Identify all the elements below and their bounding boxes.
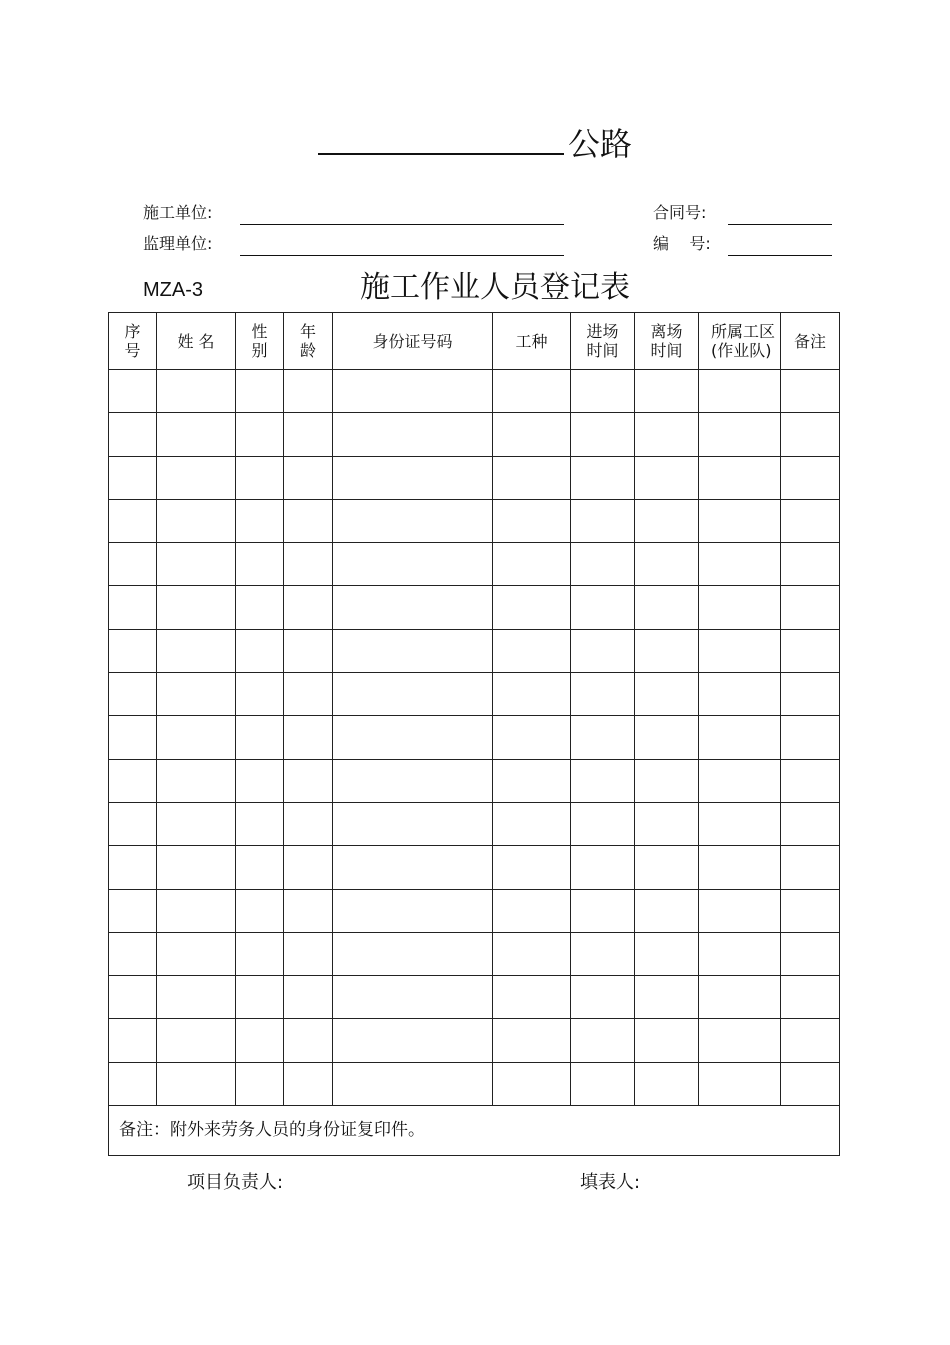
registration-table bbox=[108, 312, 840, 1156]
construction-unit-label: 施工单位: bbox=[143, 203, 213, 222]
table-cell[interactable] bbox=[635, 543, 699, 586]
table-cell[interactable] bbox=[699, 370, 781, 413]
table-cell[interactable] bbox=[781, 370, 840, 413]
table-cell[interactable] bbox=[157, 846, 236, 889]
table-row bbox=[109, 846, 840, 889]
table-cell[interactable] bbox=[157, 716, 236, 759]
table-cell[interactable] bbox=[157, 976, 236, 1019]
table-cell[interactable] bbox=[109, 586, 157, 629]
col-header-gender: 性 别 bbox=[236, 313, 284, 370]
table-cell[interactable] bbox=[333, 716, 493, 759]
table-cell[interactable] bbox=[493, 586, 571, 629]
col-header-id-number: 身份证号码 bbox=[333, 313, 493, 370]
supervision-unit-field[interactable] bbox=[240, 255, 564, 256]
table-cell[interactable] bbox=[333, 802, 493, 845]
table-cell[interactable] bbox=[109, 456, 157, 499]
table-cell[interactable] bbox=[699, 889, 781, 932]
table-cell[interactable] bbox=[236, 802, 284, 845]
table-cell[interactable] bbox=[635, 629, 699, 672]
table-cell[interactable] bbox=[571, 716, 635, 759]
table-cell[interactable] bbox=[571, 629, 635, 672]
table-cell[interactable] bbox=[284, 802, 333, 845]
table-cell[interactable] bbox=[284, 759, 333, 802]
col-header-trade: 工种 bbox=[493, 313, 571, 370]
table-cell[interactable] bbox=[284, 586, 333, 629]
table-cell[interactable] bbox=[236, 629, 284, 672]
table-cell[interactable] bbox=[571, 370, 635, 413]
table-cell[interactable] bbox=[635, 413, 699, 456]
table-cell[interactable] bbox=[333, 1062, 493, 1105]
table-cell[interactable] bbox=[571, 976, 635, 1019]
table-cell[interactable] bbox=[236, 932, 284, 975]
table-cell[interactable] bbox=[284, 629, 333, 672]
table-cell[interactable] bbox=[699, 802, 781, 845]
table-cell[interactable] bbox=[493, 456, 571, 499]
table-cell[interactable] bbox=[109, 370, 157, 413]
table-cell[interactable] bbox=[781, 1019, 840, 1062]
table-row bbox=[109, 370, 840, 413]
form-filler-label: 填表人: bbox=[580, 1172, 641, 1193]
table-cell[interactable] bbox=[109, 846, 157, 889]
table-cell[interactable] bbox=[157, 586, 236, 629]
table-note-row bbox=[109, 1106, 840, 1156]
table-cell[interactable] bbox=[699, 1019, 781, 1062]
table-cell[interactable] bbox=[284, 1019, 333, 1062]
table-cell[interactable] bbox=[571, 802, 635, 845]
title-blank-line bbox=[318, 125, 564, 155]
table-cell[interactable] bbox=[236, 499, 284, 542]
col-header-seq: 序 号 bbox=[109, 313, 157, 370]
table-cell[interactable] bbox=[571, 586, 635, 629]
contract-no-label: 合同号: bbox=[653, 203, 707, 222]
table-header-row bbox=[109, 313, 840, 370]
table-cell[interactable] bbox=[699, 976, 781, 1019]
table-cell[interactable] bbox=[157, 499, 236, 542]
table-row bbox=[109, 413, 840, 456]
table-cell[interactable] bbox=[493, 370, 571, 413]
table-cell[interactable] bbox=[157, 673, 236, 716]
table-row bbox=[109, 976, 840, 1019]
table-cell[interactable] bbox=[635, 499, 699, 542]
supervision-unit-label: 监理单位: bbox=[143, 234, 213, 253]
table-cell[interactable] bbox=[699, 673, 781, 716]
table-cell[interactable] bbox=[236, 586, 284, 629]
table-cell[interactable] bbox=[284, 932, 333, 975]
table-cell[interactable] bbox=[284, 543, 333, 586]
table-row bbox=[109, 673, 840, 716]
table-cell[interactable] bbox=[109, 1019, 157, 1062]
table-cell[interactable] bbox=[284, 716, 333, 759]
col-header-work-area: 所属工区 (作业队) bbox=[699, 313, 781, 370]
table-cell[interactable] bbox=[493, 759, 571, 802]
table-cell[interactable] bbox=[781, 629, 840, 672]
construction-unit-field[interactable] bbox=[240, 224, 564, 225]
table-cell[interactable] bbox=[333, 846, 493, 889]
project-manager-label: 项目负责人: bbox=[187, 1172, 284, 1193]
table-cell[interactable] bbox=[699, 1062, 781, 1105]
table-row bbox=[109, 1062, 840, 1105]
table-cell[interactable] bbox=[635, 846, 699, 889]
table-cell[interactable] bbox=[571, 543, 635, 586]
table-cell[interactable] bbox=[699, 759, 781, 802]
table-cell[interactable] bbox=[493, 673, 571, 716]
table-cell[interactable] bbox=[699, 716, 781, 759]
table-cell[interactable] bbox=[571, 673, 635, 716]
table-note: 备注：附外来劳务人员的身份证复印件。 bbox=[109, 1106, 840, 1156]
table-row bbox=[109, 759, 840, 802]
table-cell[interactable] bbox=[157, 802, 236, 845]
table-cell[interactable] bbox=[236, 976, 284, 1019]
table-row bbox=[109, 499, 840, 542]
table-cell[interactable] bbox=[109, 716, 157, 759]
table-cell[interactable] bbox=[699, 932, 781, 975]
table-cell[interactable] bbox=[333, 1019, 493, 1062]
table-cell[interactable] bbox=[284, 456, 333, 499]
col-header-name: 姓 名 bbox=[157, 313, 236, 370]
table-cell[interactable] bbox=[109, 673, 157, 716]
table-cell[interactable] bbox=[493, 846, 571, 889]
col-header-age: 年 龄 bbox=[284, 313, 333, 370]
table-cell[interactable] bbox=[109, 802, 157, 845]
table-cell[interactable] bbox=[333, 456, 493, 499]
table-cell[interactable] bbox=[157, 370, 236, 413]
table-row bbox=[109, 889, 840, 932]
table-cell[interactable] bbox=[781, 802, 840, 845]
table-cell[interactable] bbox=[781, 976, 840, 1019]
table-cell[interactable] bbox=[493, 543, 571, 586]
table-cell[interactable] bbox=[571, 413, 635, 456]
table-cell[interactable] bbox=[109, 413, 157, 456]
table-cell[interactable] bbox=[284, 846, 333, 889]
table-cell[interactable] bbox=[333, 976, 493, 1019]
table-cell[interactable] bbox=[157, 1062, 236, 1105]
table-cell[interactable] bbox=[781, 499, 840, 542]
form-title: 施工作业人员登记表 bbox=[360, 270, 630, 305]
table-cell[interactable] bbox=[284, 370, 333, 413]
table-cell[interactable] bbox=[493, 802, 571, 845]
table-cell[interactable] bbox=[493, 716, 571, 759]
table-cell[interactable] bbox=[493, 976, 571, 1019]
table-cell[interactable] bbox=[493, 499, 571, 542]
table-cell[interactable] bbox=[333, 889, 493, 932]
table-cell[interactable] bbox=[571, 846, 635, 889]
table-cell[interactable] bbox=[333, 673, 493, 716]
table-cell[interactable] bbox=[571, 1062, 635, 1105]
table-cell[interactable] bbox=[284, 673, 333, 716]
table-cell[interactable] bbox=[571, 889, 635, 932]
table-cell[interactable] bbox=[109, 759, 157, 802]
table-row bbox=[109, 1019, 840, 1062]
table-cell[interactable] bbox=[333, 543, 493, 586]
table-row bbox=[109, 543, 840, 586]
table-cell[interactable] bbox=[781, 716, 840, 759]
table-cell[interactable] bbox=[157, 413, 236, 456]
table-row bbox=[109, 932, 840, 975]
table-cell[interactable] bbox=[493, 413, 571, 456]
table-cell[interactable] bbox=[635, 1062, 699, 1105]
table-cell[interactable] bbox=[493, 629, 571, 672]
table-cell[interactable] bbox=[109, 499, 157, 542]
table-cell[interactable] bbox=[635, 976, 699, 1019]
table-cell[interactable] bbox=[236, 543, 284, 586]
table-cell[interactable] bbox=[157, 629, 236, 672]
table-cell[interactable] bbox=[236, 846, 284, 889]
table-cell[interactable] bbox=[635, 889, 699, 932]
table-cell[interactable] bbox=[333, 413, 493, 456]
table-cell[interactable] bbox=[699, 456, 781, 499]
table-cell[interactable] bbox=[635, 932, 699, 975]
document-title bbox=[0, 124, 950, 164]
table-cell[interactable] bbox=[333, 759, 493, 802]
table-cell[interactable] bbox=[635, 370, 699, 413]
table-cell[interactable] bbox=[284, 413, 333, 456]
title-suffix: 公路 bbox=[567, 125, 632, 163]
table-cell[interactable] bbox=[236, 1062, 284, 1105]
table-cell[interactable] bbox=[333, 499, 493, 542]
table-cell[interactable] bbox=[781, 543, 840, 586]
table-cell[interactable] bbox=[699, 629, 781, 672]
table-cell[interactable] bbox=[571, 499, 635, 542]
table-cell[interactable] bbox=[236, 456, 284, 499]
table-row bbox=[109, 802, 840, 845]
table-cell[interactable] bbox=[493, 889, 571, 932]
table-cell[interactable] bbox=[699, 586, 781, 629]
table-cell[interactable] bbox=[781, 846, 840, 889]
table-cell[interactable] bbox=[157, 889, 236, 932]
table-cell[interactable] bbox=[284, 889, 333, 932]
table-cell[interactable] bbox=[333, 629, 493, 672]
serial-no-label: 编 号: bbox=[653, 234, 711, 253]
table-cell[interactable] bbox=[236, 413, 284, 456]
table-cell[interactable] bbox=[781, 586, 840, 629]
table-cell[interactable] bbox=[571, 759, 635, 802]
table-cell[interactable] bbox=[333, 932, 493, 975]
table-cell[interactable] bbox=[109, 1062, 157, 1105]
table-cell[interactable] bbox=[284, 499, 333, 542]
table-cell[interactable] bbox=[333, 370, 493, 413]
table-cell[interactable] bbox=[109, 976, 157, 1019]
table-row bbox=[109, 456, 840, 499]
table-cell[interactable] bbox=[699, 543, 781, 586]
table-cell[interactable] bbox=[781, 889, 840, 932]
table-cell[interactable] bbox=[699, 499, 781, 542]
table-cell[interactable] bbox=[236, 759, 284, 802]
col-header-exit-time: 离场 时间 bbox=[635, 313, 699, 370]
table-cell[interactable] bbox=[284, 1062, 333, 1105]
table-cell[interactable] bbox=[236, 889, 284, 932]
table-cell[interactable] bbox=[109, 543, 157, 586]
table-cell[interactable] bbox=[236, 1019, 284, 1062]
table-cell[interactable] bbox=[699, 846, 781, 889]
table-cell[interactable] bbox=[109, 932, 157, 975]
table-cell[interactable] bbox=[157, 456, 236, 499]
col-header-entry-time: 进场 时间 bbox=[571, 313, 635, 370]
table-row bbox=[109, 716, 840, 759]
table-cell[interactable] bbox=[635, 716, 699, 759]
table-cell[interactable] bbox=[284, 976, 333, 1019]
table-cell[interactable] bbox=[157, 1019, 236, 1062]
table-cell[interactable] bbox=[635, 586, 699, 629]
form-code: MZA-3 bbox=[143, 279, 203, 301]
table-cell[interactable] bbox=[635, 1019, 699, 1062]
table-cell[interactable] bbox=[635, 673, 699, 716]
table-cell[interactable] bbox=[236, 716, 284, 759]
table-cell[interactable] bbox=[157, 932, 236, 975]
table-cell[interactable] bbox=[699, 413, 781, 456]
table-cell[interactable] bbox=[109, 889, 157, 932]
table-cell[interactable] bbox=[571, 1019, 635, 1062]
table-cell[interactable] bbox=[635, 759, 699, 802]
table-cell[interactable] bbox=[493, 1062, 571, 1105]
table-cell[interactable] bbox=[781, 932, 840, 975]
contract-no-field[interactable] bbox=[728, 224, 832, 225]
table-cell[interactable] bbox=[635, 802, 699, 845]
table-cell[interactable] bbox=[781, 1062, 840, 1105]
table-cell[interactable] bbox=[571, 456, 635, 499]
table-cell[interactable] bbox=[781, 759, 840, 802]
table-cell[interactable] bbox=[635, 456, 699, 499]
table-cell[interactable] bbox=[781, 456, 840, 499]
table-cell[interactable] bbox=[109, 629, 157, 672]
table-row bbox=[109, 586, 840, 629]
table-cell[interactable] bbox=[236, 673, 284, 716]
table-cell[interactable] bbox=[493, 1019, 571, 1062]
table-cell[interactable] bbox=[157, 543, 236, 586]
serial-no-field[interactable] bbox=[728, 255, 832, 256]
table-cell[interactable] bbox=[236, 370, 284, 413]
table-cell[interactable] bbox=[571, 932, 635, 975]
col-header-remarks: 备注 bbox=[781, 313, 840, 370]
table-cell[interactable] bbox=[493, 932, 571, 975]
table-cell[interactable] bbox=[157, 759, 236, 802]
table-cell[interactable] bbox=[333, 586, 493, 629]
table-cell[interactable] bbox=[781, 413, 840, 456]
table-row bbox=[109, 629, 840, 672]
table-cell[interactable] bbox=[781, 673, 840, 716]
